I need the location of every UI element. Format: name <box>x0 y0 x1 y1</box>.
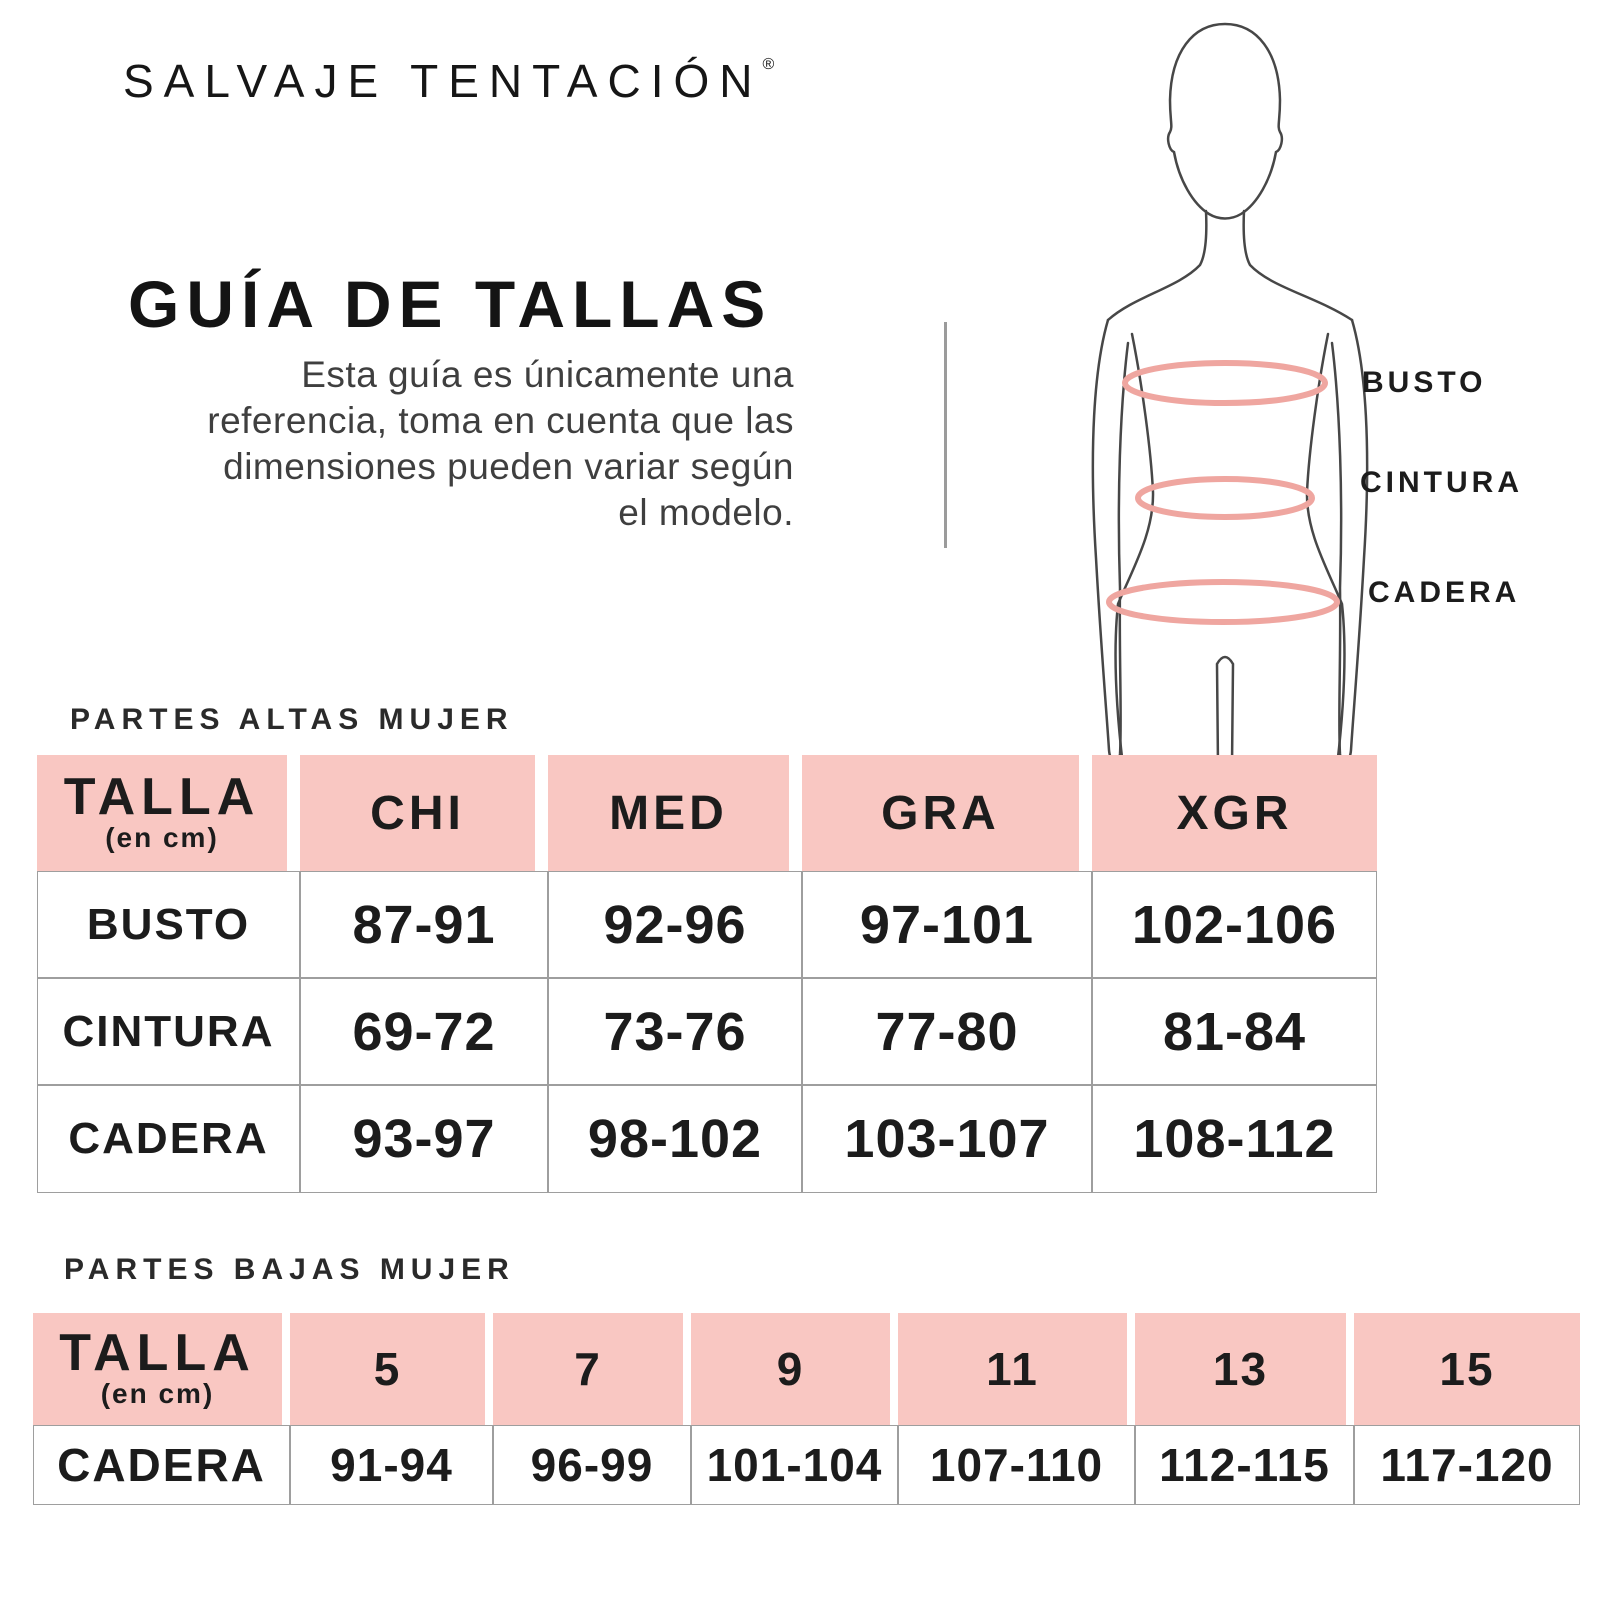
table-cell: 108-112 <box>1092 1085 1377 1193</box>
table-cell: 98-102 <box>548 1085 802 1193</box>
table-cell: 97-101 <box>802 871 1092 978</box>
table-row-label: CADERA <box>33 1425 290 1505</box>
table-cell: 77-80 <box>802 978 1092 1085</box>
neck-shoulder-left <box>1108 211 1206 320</box>
tops-size-column-header: CHI <box>300 755 548 871</box>
section-title-tops: PARTES ALTAS MUJER <box>70 703 514 736</box>
arm-left <box>1093 320 1128 761</box>
tops-size-column-header: XGR <box>1092 755 1377 871</box>
bottoms-size-column-header: 15 <box>1354 1313 1580 1425</box>
unit-label: (en cm) <box>105 822 219 853</box>
bottoms-size-column-header: 11 <box>898 1313 1135 1425</box>
intro-line: referencia, toma en cuenta que las <box>207 400 794 441</box>
table-cell: 73-76 <box>548 978 802 1085</box>
table-cell: 96-99 <box>493 1425 691 1505</box>
talla-label: TALLA <box>63 768 261 826</box>
table-cell: 92-96 <box>548 871 802 978</box>
figure-label-busto: BUSTO <box>1362 366 1487 399</box>
intro-text <box>88 352 794 536</box>
table-cell: 93-97 <box>300 1085 548 1193</box>
page-title: GUÍA DE TALLAS <box>128 267 773 341</box>
table-cell: 101-104 <box>691 1425 898 1505</box>
tops-header-talla <box>37 755 300 871</box>
table-cell: 107-110 <box>898 1425 1135 1505</box>
table-cell: 87-91 <box>300 871 548 978</box>
figure-label-cintura: CINTURA <box>1360 466 1523 499</box>
table-cell: 103-107 <box>802 1085 1092 1193</box>
table-row-label: CINTURA <box>37 978 300 1085</box>
figure-label-cadera: CADERA <box>1368 576 1521 609</box>
table-cell: 81-84 <box>1092 978 1377 1085</box>
tops-size-column-header: GRA <box>802 755 1092 871</box>
neck-shoulder-right <box>1244 211 1352 320</box>
table-row-label: BUSTO <box>37 871 300 978</box>
inner-leg-gap <box>1217 657 1233 766</box>
bottoms-size-column-header: 9 <box>691 1313 898 1425</box>
intro-line: Esta guía es únicamente una <box>301 354 794 395</box>
talla-label: TALLA <box>59 1324 256 1382</box>
bottoms-size-column-header: 7 <box>493 1313 691 1425</box>
hip-measurement-ring <box>1109 582 1337 622</box>
brand-logo <box>123 54 774 108</box>
bottoms-size-table <box>33 1313 1580 1505</box>
table-cell: 91-94 <box>290 1425 493 1505</box>
vertical-divider <box>944 322 947 548</box>
registered-trademark-symbol: ® <box>762 56 775 73</box>
intro-line: dimensiones pueden variar según <box>223 446 794 487</box>
table-cell: 69-72 <box>300 978 548 1085</box>
bust-measurement-ring <box>1125 363 1325 403</box>
waist-measurement-ring <box>1138 479 1312 517</box>
bottoms-header-talla <box>33 1313 290 1425</box>
table-row-label: CADERA <box>37 1085 300 1193</box>
head-outline <box>1168 24 1282 219</box>
bottoms-size-column-header: 13 <box>1135 1313 1354 1425</box>
tops-size-table <box>37 755 1377 1193</box>
unit-label: (en cm) <box>100 1378 215 1409</box>
bottoms-size-column-header: 5 <box>290 1313 493 1425</box>
table-cell: 102-106 <box>1092 871 1377 978</box>
section-title-bottoms: PARTES BAJAS MUJER <box>64 1253 515 1286</box>
table-cell: 117-120 <box>1354 1425 1580 1505</box>
tops-size-column-header: MED <box>548 755 802 871</box>
table-cell: 112-115 <box>1135 1425 1354 1505</box>
intro-line: el modelo. <box>618 492 794 533</box>
brand-name: SALVAJE TENTACIÓN <box>123 55 763 107</box>
